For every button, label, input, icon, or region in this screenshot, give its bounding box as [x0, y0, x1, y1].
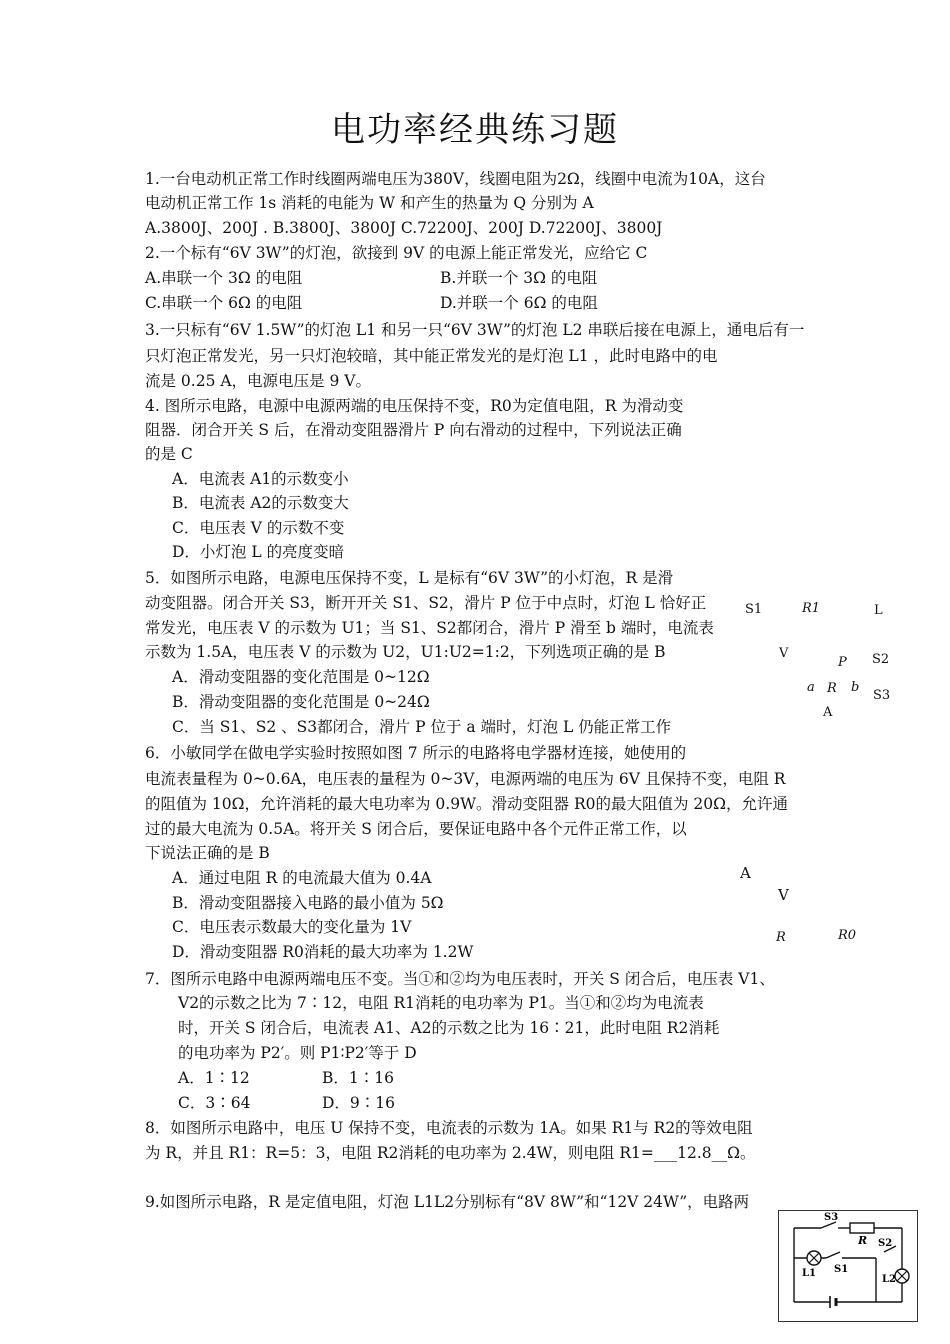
q4-line-3: 的是 C [145, 445, 193, 463]
q6-fig-label-r0: R0 [838, 928, 857, 943]
q5-fig-label-r1: R1 [802, 601, 821, 616]
q6-line-3: 的阻值为 10Ω，允许消耗的最大电功率为 0.9W。滑动变阻器 R0的最大阻值为 20Ω，允许通 [145, 795, 788, 813]
q6-option-b: B．滑动变阻器接入电路的最小值为 5Ω [172, 894, 444, 912]
q8-line-2: 为 R，并且 R1：R=5：3，电阻 R2消耗的电功率为 2.4W，则电阻 R1=___12.8__Ω。 [145, 1144, 756, 1162]
q6-fig-label-v: V [778, 886, 789, 904]
q7-option-a: A．1∶12 [178, 1069, 250, 1087]
q5-fig-label-v: V [779, 646, 789, 661]
q5-fig-label-p: P [838, 655, 847, 670]
q8-line-1: 8．如图所示电路中，电压 U 保持不变，电流表的示数为 1A。如果 R1与 R2的等效电阻 [145, 1119, 753, 1137]
q9-fig-label-s3: S3 [824, 1212, 839, 1223]
q5-option-a: A．滑动变阻器的变化范围是 0~12Ω [172, 668, 430, 686]
q2-option-d: D.并联一个 6Ω 的电阻 [440, 294, 598, 312]
q5-fig-label-b: b [851, 680, 860, 695]
q4-line-2: 阻器．闭合开关 S 后，在滑动变阻器滑片 P 向右滑动的过程中，下列说法正确 [145, 421, 682, 439]
q2-option-a: A.串联一个 3Ω 的电阻 [145, 269, 303, 287]
q5-fig-label-s3: S3 [873, 688, 891, 703]
q4-option-a: A．电流表 A1的示数变小 [172, 470, 349, 488]
q7-line-1: 7．图所示电路中电源两端电压不变。当①和②均为电压表时，开关 S 闭合后，电压表 V1、 [145, 970, 775, 988]
q5-fig-label-a: a [807, 680, 815, 695]
q3-line-1: 3.一只标有“6V 1.5W”的灯泡 L1 和另一只“6V 3W”的灯泡 L2 串联后接在电源上，通电后有一 [145, 321, 805, 339]
q7-line-3: 时，开关 S 闭合后，电流表 A1、A2的示数之比为 16∶21，此时电阻 R2消耗 [178, 1019, 720, 1037]
q5-line-4: 示数为 1.5A，电压表 V 的示数为 U2，U1:U2=1:2，下列选项正确的是 B [145, 643, 666, 661]
q5-fig-label-r: R [827, 681, 837, 696]
q6-fig-label-a: A [740, 864, 751, 882]
q2-option-c: C.串联一个 6Ω 的电阻 [145, 294, 303, 312]
q6-line-5: 下说法正确的是 B [145, 844, 270, 862]
q6-line-4: 过的最大电流为 0.5A。将开关 S 闭合后，要保证电路中各个元件正常工作，以 [145, 820, 687, 838]
q2-option-b: B.并联一个 3Ω 的电阻 [440, 269, 598, 287]
q6-option-d: D．滑动变阻器 R0消耗的最大功率为 1.2W [172, 943, 474, 961]
q2-line-1: 2.一个标有“6V 3W”的灯泡，欲接到 9V 的电源上能正常发光，应给它 C [145, 244, 648, 262]
q7-option-c: C．3∶64 [178, 1094, 251, 1112]
q9-fig-label-s1: S1 [834, 1264, 849, 1275]
q7-line-4: 的电功率为 P2′。则 P1∶P2′等于 D [178, 1044, 417, 1062]
page-title: 电功率经典练习题 [331, 110, 619, 150]
q6-line-2: 电流表量程为 0~0.6A，电压表的量程为 0~3V，电源两端的电压为 6V 且保持不变，电阻 R [145, 770, 786, 788]
q5-fig-label-ammeter: A [823, 705, 833, 720]
q7-option-b: B．1∶16 [322, 1069, 394, 1087]
q3-line-3: 流是 0.25 A，电源电压是 9 V。 [145, 372, 371, 390]
q5-option-c: C．当 S1、S2 、S3都闭合，滑片 P 位于 a 端时，灯泡 L 仍能正常工作 [172, 718, 672, 736]
q9-fig-label-l2: L2 [882, 1274, 896, 1285]
q4-option-c: C．电压表 V 的示数不变 [172, 519, 345, 537]
q5-fig-label-l: L [874, 603, 883, 618]
q9-fig-label-r: R [858, 1234, 868, 1247]
q9-lamp-l2-icon [895, 1269, 909, 1283]
q6-line-1: 6．小敏同学在做电学实验时按照如图 7 所示的电路将电学器材连接，她使用的 [145, 744, 687, 762]
q6-option-a: A．通过电阻 R 的电流最大值为 0.4A [172, 869, 432, 887]
q3-line-2: 只灯泡正常发光，另一只灯泡较暗，其中能正常发光的是灯泡 L1 ，此时电路中的电 [145, 347, 718, 365]
q6-option-c: C．电压表示数最大的变化量为 1V [172, 918, 412, 936]
q9-circuit-diagram [778, 1210, 918, 1322]
q4-option-d: D．小灯泡 L 的亮度变暗 [172, 543, 345, 561]
q5-line-2: 动变阻器。闭合开关 S3，断开开关 S1、S2，滑片 P 位于中点时，灯泡 L 恰好正 [145, 594, 707, 612]
q5-line-1: 5．如图所示电路，电源电压保持不变，L 是标有“6V 3W”的小灯泡，R 是滑 [145, 569, 674, 587]
q9-fig-label-s2: S2 [878, 1238, 893, 1249]
q9-lamp-l1-icon [807, 1251, 821, 1265]
q4-line-1: 4. 图所示电路，电源中电源两端的电压保持不变，R0为定值电阻，R 为滑动变 [145, 397, 684, 415]
q4-option-b: B．电流表 A2的示数变大 [172, 494, 349, 512]
q1-line-1: 1.一台电动机正常工作时线圈两端电压为380V，线圈电阻为2Ω，线圈中电流为10A，这台 [145, 170, 766, 188]
q5-option-b: B．滑动变阻器的变化范围是 0~24Ω [172, 693, 430, 711]
q1-line-2: 电动机正常工作 1s 消耗的电能为 W 和产生的热量为 Q 分别为 A [145, 194, 594, 212]
q9-resistor-r [850, 1223, 874, 1233]
q5-fig-label-s1: S1 [745, 602, 763, 617]
q7-option-d: D．9∶16 [322, 1094, 396, 1112]
q1-options: A.3800J、200J . B.3800J、3800J C.72200J、200J D.72200J、3800J [145, 219, 663, 237]
q5-line-3: 常发光，电压表 V 的示数为 U1；当 S1、S2都闭合，滑片 P 滑至 b 端时，电流表 [145, 619, 714, 637]
q9-fig-label-l1: L1 [802, 1268, 816, 1279]
q6-fig-label-r: R [776, 930, 786, 945]
q7-line-2: V2的示数之比为 7∶12，电阻 R1消耗的电功率为 P1。当①和②均为电流表 [178, 994, 704, 1012]
q5-fig-label-s2: S2 [872, 652, 890, 667]
q9-line-1: 9.如图所示电路，R 是定值电阻，灯泡 L1L2分别标有“8V 8W”和“12V 24W”，电路两 [145, 1193, 750, 1211]
